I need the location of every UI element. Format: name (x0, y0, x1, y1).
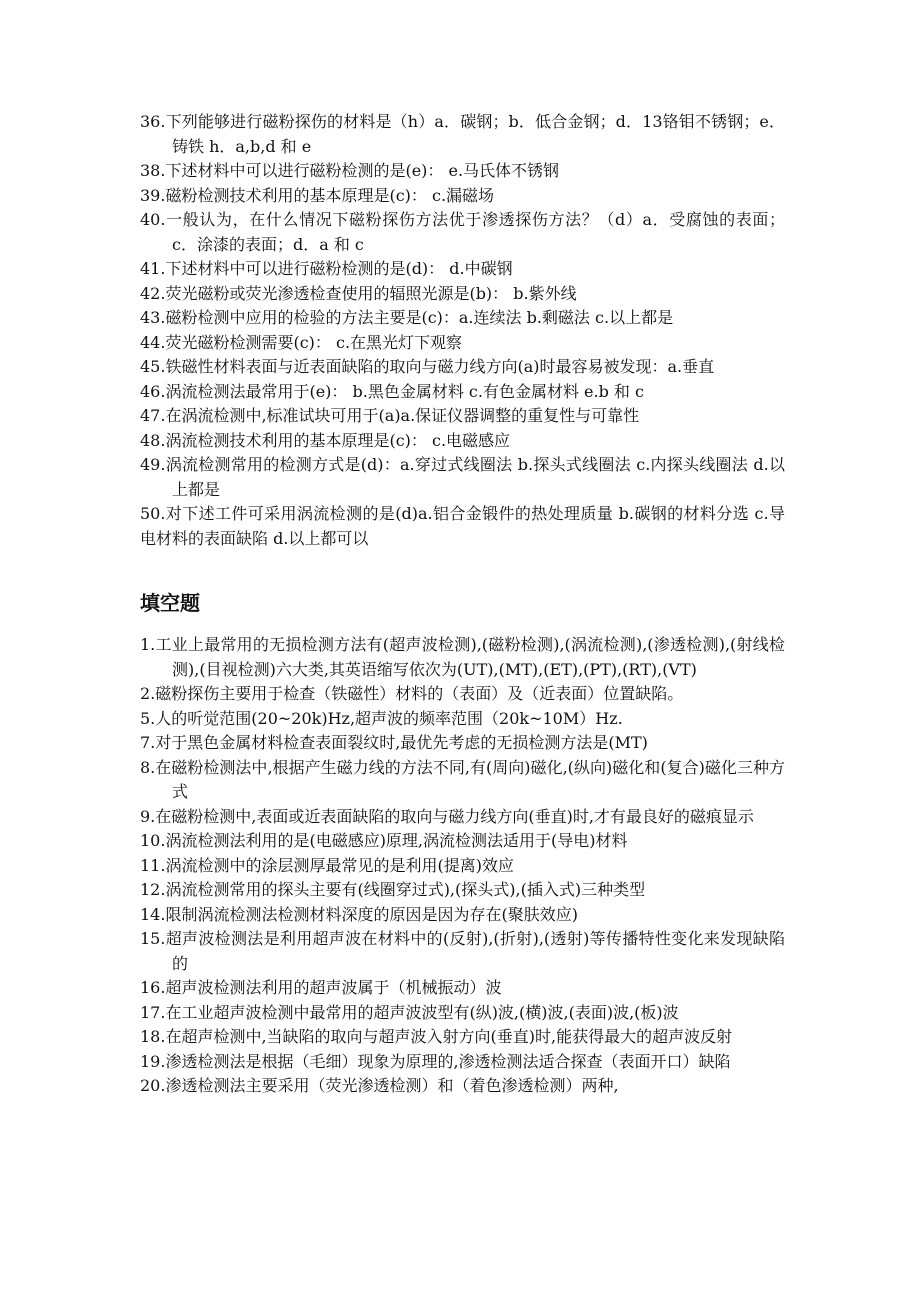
fill-in-20: 20.渗透检测法主要采用（荧光渗透检测）和（着色渗透检测）两种, (140, 1076, 619, 1095)
fill-in-5: 5.人的听觉范围(20~20k)Hz,超声波的频率范围（20k~10M）Hz. (140, 708, 623, 728)
question-39: 39.磁粉检测技术利用的基本原理是(c)： c.漏磁场 (140, 185, 495, 205)
fill-in-1: 1.工业上最常用的无损检测方法有(超声波检测),(磁粉检测),(涡流检测),(渗透检测),(射线检测),(目视检测)六大类,其英语缩写依次为(UT),(MT),(ET),(PT),(RT),(VT) (140, 635, 785, 679)
multiple-choice-section (140, 110, 785, 551)
fill-in-19: 19.渗透检测法是根据（毛细）现象为原理的,渗透检测法适合探查（表面开口）缺陷 (140, 1051, 731, 1071)
fill-in-8: 8.在磁粉检测法中,根据产生磁力线的方法不同,有(周向)磁化,(纵向)磁化和(复合)磁化三种方式 (140, 757, 785, 801)
fill-in-9: 9.在磁粉检测中,表面或近表面缺陷的取向与磁力线方向(垂直)时,才有最良好的磁痕显示 (140, 806, 754, 826)
fill-in-17: 17.在工业超声波检测中最常用的超声波波型有(纵)波,(横)波,(表面)波,(板)波 (140, 1002, 679, 1022)
fill-in-10: 10.涡流检测法利用的是(电磁感应)原理,涡流检测法适用于(导电)材料 (140, 831, 628, 850)
section-heading-fill-in: 填空题 (140, 591, 200, 615)
question-42: 42.荧光磁粉或荧光渗透检查使用的辐照光源是(b)： b.紫外线 (140, 283, 577, 303)
fill-in-15: 15.超声波检测法是利用超声波在材料中的(反射),(折射),(透射)等传播特性变化来发现缺陷的 (140, 929, 785, 973)
question-47: 47.在涡流检测中,标准试块可用于(a)a.保证仪器调整的重复性与可靠性 (140, 406, 640, 425)
question-40: 40.一般认为，在什么情况下磁粉探伤方法优于渗透探伤方法？（d）a．受腐蚀的表面； c．涂漆的表面；d．a 和 c (140, 210, 785, 254)
question-45: 45.铁磁性材料表面与近表面缺陷的取向与磁力线方向(a)时最容易被发现：a.垂直 (140, 357, 715, 376)
question-41: 41.下述材料中可以进行磁粉检测的是(d)： d.中碳钢 (140, 259, 513, 278)
fill-in-16: 16.超声波检测法利用的超声波属于（机械振动）波 (140, 978, 502, 997)
question-43: 43.磁粉检测中应用的检验的方法主要是(c)：a.连续法 b.剩磁法 c.以上都是 (140, 308, 674, 327)
fill-in-11: 11.涡流检测中的涂层测厚最常见的是利用(提离)效应 (140, 855, 514, 875)
fill-in-2: 2.磁粉探伤主要用于检查（铁磁性）材料的（表面）及（近表面）位置缺陷。 (140, 684, 684, 703)
question-46: 46.涡流检测法最常用于(e)： b.黑色金属材料 c.有色金属材料 e.b 和 c (140, 381, 644, 401)
fill-in-7: 7.对于黑色金属材料检查表面裂纹时,最优先考虑的无损检测方法是(MT) (140, 733, 648, 752)
question-48: 48.涡流检测技术利用的基本原理是(c)： c.电磁感应 (140, 430, 511, 450)
fill-in-14: 14.限制涡流检测法检测材料深度的原因是因为存在(聚肤效应) (140, 904, 578, 924)
question-50: 50.对下述工件可采用涡流检测的是(d)a.铝合金锻件的热处理质量 b.碳钢的材料分选 c.导电材料的表面缺陷 d.以上都可以 (140, 504, 785, 548)
document-page (140, 110, 785, 1099)
fill-in-12: 12.涡流检测常用的探头主要有(线圈穿过式),(探头式),(插入式)三种类型 (140, 880, 646, 899)
question-44: 44.荧光磁粉检测需要(c)： c.在黑光灯下观察 (140, 332, 463, 352)
fill-in-18: 18.在超声检测中,当缺陷的取向与超声波入射方向(垂直)时,能获得最大的超声波反射 (140, 1027, 733, 1046)
question-36: 36.下列能够进行磁粉探伤的材料是（h）a．碳钢；b．低合金钢；d．13铬钼不锈钢；e．铸铁 h．a,b,d 和 e (140, 112, 785, 156)
question-38: 38.下述材料中可以进行磁粉检测的是(e)： e.马氏体不锈钢 (140, 161, 560, 180)
question-49: 49.涡流检测常用的检测方式是(d)：a.穿过式线圈法 b.探头式线圈法 c.内探头线圈法 d.以上都是 (140, 455, 785, 499)
fill-in-section (140, 633, 785, 1099)
